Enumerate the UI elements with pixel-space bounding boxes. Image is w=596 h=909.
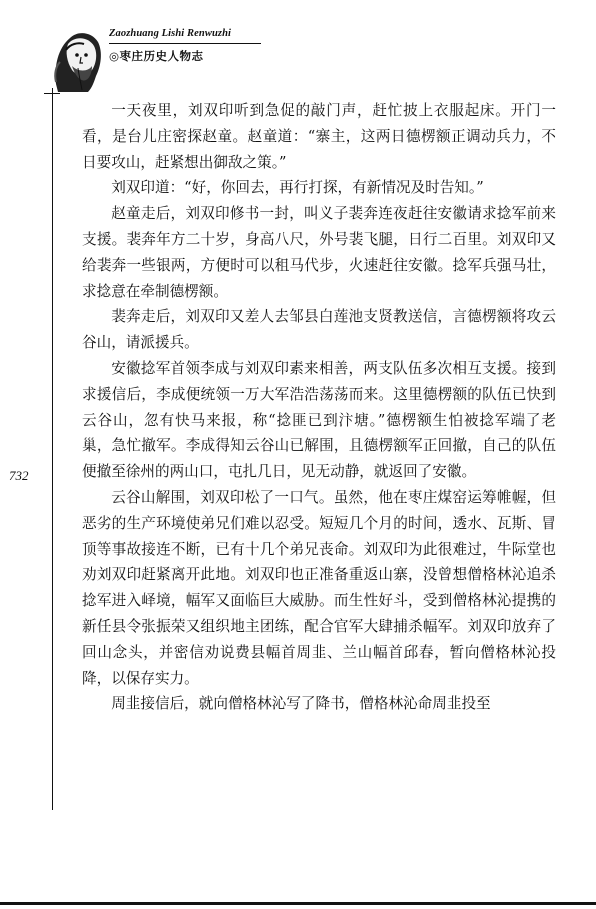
paragraph: 安徽捻军首领李成与刘双印素来相善，两支队伍多次相互支援。接到求援信后，李成便统领一万大军浩浩荡荡而来。这里德楞额的队伍已快到云谷山，忽有快马来报，称“捻匪已到汴塘。”德楞额生怕被捻军端了老巢，急忙撤军。李成得知云谷山已解围，且德楞额军正回撤，自己的队伍便撤至徐州的两山口，屯扎几日，见无动静，就返回了安徽。 [82, 359, 556, 481]
paragraph: 刘双印道：“好，你回去，再行打探，有新情况及时告知。” [111, 179, 484, 197]
book-title-pinyin: Zaozhuang Lishi Renwuzhi [109, 28, 232, 39]
paragraph: 一天夜里，刘双印听到急促的敲门声，赶忙披上衣服起床。开门一看，是台儿庄密探赵童。赵童道：“寨主，这两日德楞额正调动兵力，不日要攻山，赶紧想出御敌之策。” [82, 102, 556, 171]
paragraph: 云谷山解围，刘双印松了一口气。虽然，他在枣庄煤窑运筹帷幄，但恶劣的生产环境使弟兄们难以忍受。短短几个月的时间，透水、瓦斯、冒顶等事故接连不断，已有十几个弟兄丧命。刘双印为此很难过，牛际堂也劝刘双印赶紧离开此地。刘双印也正准备重返山寨，没曾想僧格林沁追杀捻军进入峄境，幅军又面临巨大威胁。而生性好斗，受到僧格林沁提携的新任县令张振荣又组织地主团练，配合官军大肆捕杀幅军。刘双印放弃了回山念头，并密信劝说费县幅首周韭、兰山幅首邱春，暂向僧格林沁投降，以保存实力。 [82, 488, 556, 687]
bottom-border [0, 902, 596, 905]
paragraph: 裴奔走后，刘双印又差人去邹县白莲池支贤教送信，言德楞额将攻云谷山，请派援兵。 [82, 308, 556, 352]
paragraph: 周韭接信后，就向僧格林沁写了降书，僧格林沁命周韭投至 [111, 695, 491, 713]
margin-rule [52, 88, 53, 810]
book-title-chinese: ◎枣庄历史人物志 [109, 49, 204, 63]
margin-rule-tick [44, 93, 60, 94]
header-divider [109, 43, 261, 44]
page-number: 732 [9, 468, 29, 483]
paragraph: 赵童走后，刘双印修书一封，叫义子裴奔连夜赶往安徽请求捻军前来支援。裴奔年方二十岁，身高八尺，外号裴飞腿，日行二百里。刘双印又给裴奔一些银两，方便时可以租马代步，火速赶往安徽。捻军兵强马壮，求捻意在牵制德楞额。 [82, 205, 556, 300]
body-text [82, 98, 556, 717]
portrait-illustration [48, 22, 106, 92]
